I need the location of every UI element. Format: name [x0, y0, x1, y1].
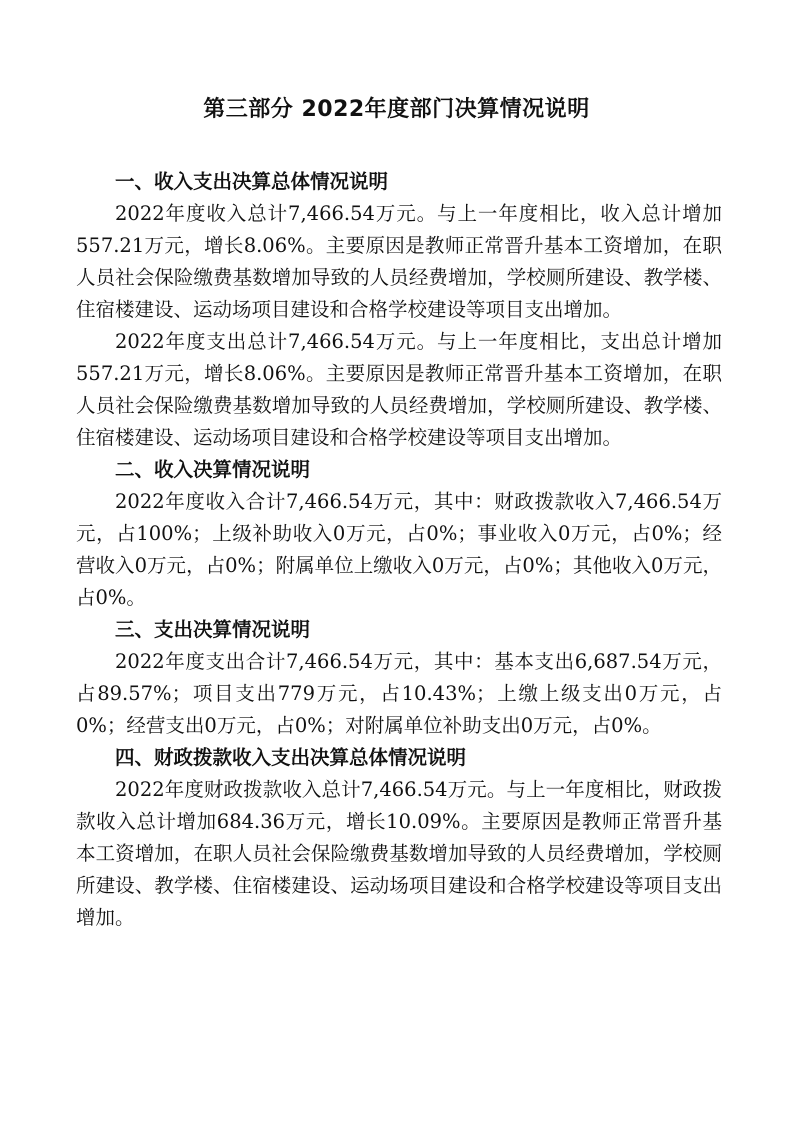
section-3-heading: 三、支出决算情况说明 [115, 618, 311, 641]
section-3-paragraph-1: 2022年度支出合计7,466.54万元，其中：基本支出6,687.54万元，占89.57%；项目支出779万元，占10.43%；上缴上级支出0万元，占0%；经营支出0万元，占0%；对附属单位补助支出0万元，占0%。 [76, 650, 722, 737]
document-title: 第三部分 2022年度部门决算情况说明 [203, 97, 590, 122]
document-body [76, 166, 722, 934]
section-1-heading: 一、收入支出决算总体情况说明 [115, 170, 389, 193]
section-4-paragraph-1: 2022年度财政拨款收入总计7,466.54万元。与上一年度相比，财政拨款收入总计增加684.36万元，增长10.09%。主要原因是教师正常晋升基本工资增加，在职人员社会保险缴费基数增加导致的人员经费增加，学校厕所建设、教学楼、住宿楼建设、运动场项目建设和合格学校建设等项目支出增加。 [76, 778, 722, 929]
section-2-heading: 二、收入决算情况说明 [115, 458, 311, 481]
section-1-paragraph-2: 2022年度支出总计7,466.54万元。与上一年度相比，支出总计增加557.21万元，增长8.06%。主要原因是教师正常晋升基本工资增加，在职人员社会保险缴费基数增加导致的人员经费增加，学校厕所建设、教学楼、住宿楼建设、运动场项目建设和合格学校建设等项目支出增加。 [76, 330, 722, 449]
section-2-paragraph-1: 2022年度收入合计7,466.54万元，其中：财政拨款收入7,466.54万元，占100%；上级补助收入0万元，占0%；事业收入0万元，占0%；经营收入0万元，占0%；附属单位上缴收入0万元，占0%；其他收入0万元，占0%。 [76, 490, 722, 609]
section-1-paragraph-1: 2022年度收入总计7,466.54万元。与上一年度相比，收入总计增加557.21万元，增长8.06%。主要原因是教师正常晋升基本工资增加，在职人员社会保险缴费基数增加导致的人员经费增加，学校厕所建设、教学楼、住宿楼建设、运动场项目建设和合格学校建设等项目支出增加。 [76, 202, 722, 321]
section-4-heading: 四、财政拨款收入支出决算总体情况说明 [115, 746, 467, 769]
